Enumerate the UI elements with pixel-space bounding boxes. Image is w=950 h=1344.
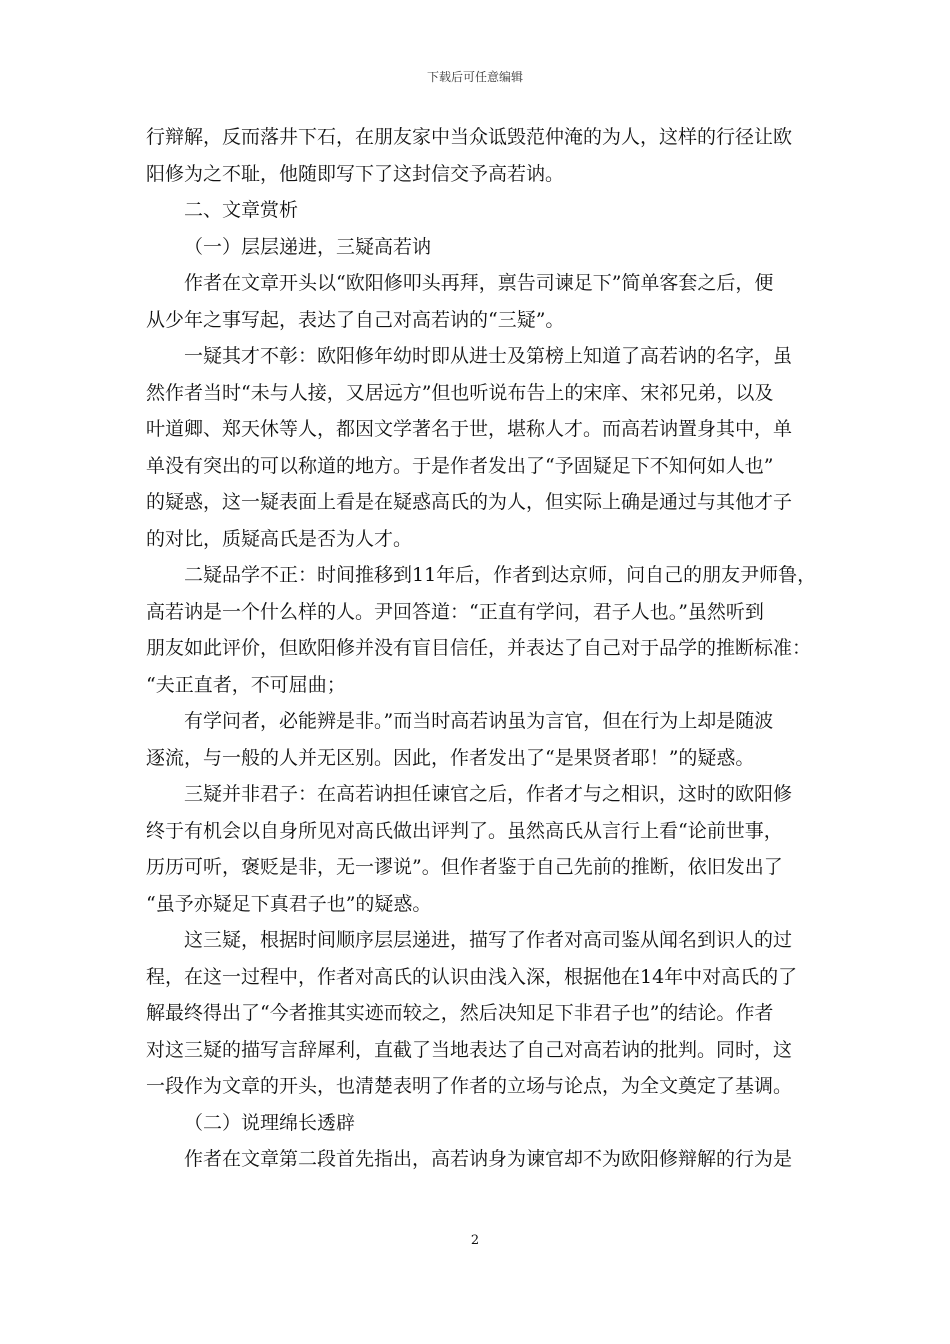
page-number: 2 [470,1233,480,1248]
text-line: 的疑惑，这一疑表面上看是在疑惑高氏的为人，但实际上确是通过与其他才子 [146,491,793,513]
text-line: 朋友如此评价，但欧阳修并没有盲目信任，并表达了自己对于品学的推断标准： [146,637,812,659]
text-line: 程，在这一过程中，作者对高氏的认识由浅入深，根据他在14年中对高氏的了 [146,965,798,988]
text-line: 作者在文章第二段首先指出，高若讷身为谏官却不为欧阳修辩解的行为是 [184,1148,793,1170]
text-line: 这三疑，根据时间顺序层层递进，描写了作者对高司鉴从闻名到识人的过 [184,929,793,951]
text-line: 阳修为之不耻，他随即写下了这封信交予高若讷。 [146,162,565,185]
text-line: 然作者当时“未与人接，又居远方”但也听说布告上的宋庠、宋祁兄弟，以及 [146,381,774,404]
subsection-heading: （二）说理绵长透辟 [184,1111,356,1134]
text-line: 一疑其才不彰：欧阳修年幼时即从进士及第榜上知道了高若讷的名字，虽 [184,345,793,367]
text-line: 解最终得出了“今者推其实迹而较之，然后决知足下非君子也”的结论。作者 [146,1002,774,1024]
text-line: 单没有突出的可以称道的地方。于是作者发出了“予固疑足下不知何如人也” [146,454,774,477]
page-header: 下载后可任意编辑 [426,70,523,84]
subsection-heading: （一）层层递进，三疑高若讷 [184,235,432,258]
text-line: 叶道卿、郑天休等人，都因文学著名于世，堪称人才。而高若讷置身其中，单 [146,418,793,440]
text-line: 有学问者，必能辨是非。”而当时高若讷虽为言官，但在行为上却是随波 [184,710,774,732]
text-line: 行辩解，反而落井下石，在朋友家中当众诋毁范仲淹的为人，这样的行径让欧 [146,126,793,148]
text-line: 三疑并非君子：在高若讷担任谏官之后，作者才与之相识，这时的欧阳修 [184,783,793,805]
text-line: 历历可听，褒贬是非，无一谬说”。但作者鉴于自己先前的推断，依旧发出了 [146,856,783,878]
section-heading: 二、文章赏析 [184,199,299,221]
text-line: 高若讷是一个什么样的人。尹回答道：“正直有学问，君子人也。”虽然听到 [146,600,764,623]
text-line: 一段作为文章的开头，也清楚表明了作者的立场与论点，为全文奠定了基调。 [146,1075,793,1097]
text-line: 的对比，质疑高氏是否为人才。 [146,527,413,550]
text-line: “夫正直者，不可屈曲； [146,673,346,696]
text-line: 对这三疑的描写言辞犀利，直截了当地表达了自己对高若讷的批判。同时，这 [146,1038,793,1061]
text-line: 逐流，与一般的人并无区别。因此，作者发出了“是果贤者耶！”的疑惑。 [146,746,755,769]
text-line: “虽予亦疑足下真君子也”的疑惑。 [146,892,432,915]
text-line: 作者在文章开头以“欧阳修叩头再拜，禀告司谏足下”简单客套之后，便 [184,272,774,294]
text-line: 终于有机会以自身所见对高氏做出评判了。虽然高氏从言行上看“论前世事， [146,819,783,842]
text-line: 从少年之事写起，表达了自己对高若讷的“三疑”。 [146,308,565,331]
text-line: 二疑品学不正：时间推移到11年后，作者到达京师，问自己的朋友尹师鲁， [184,564,817,586]
document-body [146,119,817,1178]
